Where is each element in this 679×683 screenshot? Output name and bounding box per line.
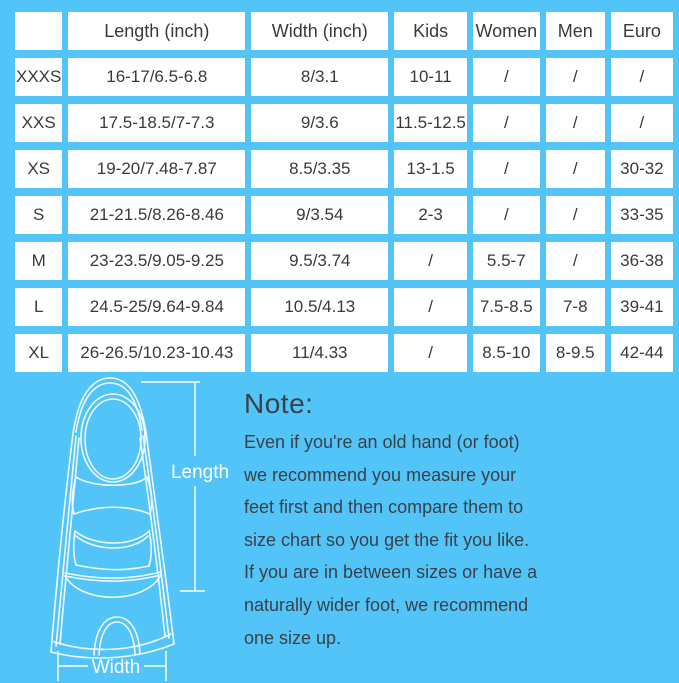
- width-cell: 9/3.6: [251, 104, 388, 142]
- note-line: one size up.: [244, 627, 342, 648]
- length-label: Length: [170, 462, 230, 483]
- width-cell: 10.5/4.13: [251, 288, 388, 326]
- size-cell: XXS: [15, 104, 62, 142]
- note-title: Note:: [244, 388, 314, 419]
- size-cell: M: [15, 242, 62, 280]
- length-cell: 24.5-25/9.64-9.84: [68, 288, 245, 326]
- length-cell: 23-23.5/9.05-9.25: [68, 242, 245, 280]
- size-cell: XS: [15, 150, 62, 188]
- width-cell: 8.5/3.35: [251, 150, 388, 188]
- table-row-xxs: [15, 104, 673, 142]
- width-cell: 9/3.54: [251, 196, 388, 234]
- note-line: naturally wider foot, we recommend: [244, 594, 529, 615]
- women-cell: /: [473, 196, 540, 234]
- women-cell: 7.5-8.5: [473, 288, 540, 326]
- euro-cell: 36-38: [611, 242, 673, 280]
- table-row-xs: [15, 150, 673, 188]
- note-line: size chart so you get the fit you like.: [244, 529, 530, 550]
- note-line: feet first and then compare them to: [244, 497, 524, 518]
- header-women: Women: [473, 12, 540, 50]
- size-cell: XL: [15, 334, 62, 372]
- kids-cell: 13-1.5: [394, 150, 467, 188]
- euro-cell: /: [611, 58, 673, 96]
- header-euro: Euro: [611, 12, 673, 50]
- table-row-xxxs: [15, 58, 673, 96]
- women-cell: 8.5-10: [473, 334, 540, 372]
- women-cell: 5.5-7: [473, 242, 540, 280]
- women-cell: /: [473, 104, 540, 142]
- length-cell: 16-17/6.5-6.8: [68, 58, 245, 96]
- women-cell: /: [473, 58, 540, 96]
- length-cell: 19-20/7.48-7.87: [68, 150, 245, 188]
- width-label: Width: [91, 657, 141, 678]
- fin-measurement-diagram: [28, 374, 238, 683]
- men-cell: /: [546, 242, 605, 280]
- note-line: we recommend you measure your: [244, 464, 517, 485]
- kids-cell: /: [394, 242, 467, 280]
- table-row-l: [15, 288, 673, 326]
- size-chart-page: [0, 4, 679, 683]
- euro-cell: 30-32: [611, 150, 673, 188]
- header-kids: Kids: [394, 12, 467, 50]
- table-row-xl: [15, 334, 673, 372]
- kids-cell: /: [394, 334, 467, 372]
- kids-cell: 2-3: [394, 196, 467, 234]
- men-cell: /: [546, 58, 605, 96]
- size-chart-table: [9, 4, 679, 380]
- header-blank: [15, 12, 62, 50]
- note-line: Even if you're an old hand (or foot): [244, 432, 520, 452]
- width-cell: 9.5/3.74: [251, 242, 388, 280]
- euro-cell: 39-41: [611, 288, 673, 326]
- table-row-m: [15, 242, 673, 280]
- note-line: If you are in between sizes or have a: [244, 562, 538, 583]
- sizing-note: [244, 388, 664, 654]
- header-width: Width (inch): [251, 12, 388, 50]
- men-cell: 8-9.5: [546, 334, 605, 372]
- kids-cell: 10-11: [394, 58, 467, 96]
- euro-cell: /: [611, 104, 673, 142]
- header-length: Length (inch): [68, 12, 245, 50]
- kids-cell: 11.5-12.5: [394, 104, 467, 142]
- euro-cell: 42-44: [611, 334, 673, 372]
- length-cell: 17.5-18.5/7-7.3: [68, 104, 245, 142]
- length-cell: 26-26.5/10.23-10.43: [68, 334, 245, 372]
- women-cell: /: [473, 150, 540, 188]
- men-cell: /: [546, 150, 605, 188]
- men-cell: 7-8: [546, 288, 605, 326]
- swim-fin-illustration: [28, 374, 238, 683]
- width-cell: 8/3.1: [251, 58, 388, 96]
- size-cell: L: [15, 288, 62, 326]
- size-cell: S: [15, 196, 62, 234]
- size-cell: XXXS: [15, 58, 62, 96]
- table-row-s: [15, 196, 673, 234]
- header-row: [15, 12, 673, 50]
- length-cell: 21-21.5/8.26-8.46: [68, 196, 245, 234]
- kids-cell: /: [394, 288, 467, 326]
- width-cell: 11/4.33: [251, 334, 388, 372]
- men-cell: /: [546, 196, 605, 234]
- euro-cell: 33-35: [611, 196, 673, 234]
- header-men: Men: [546, 12, 605, 50]
- men-cell: /: [546, 104, 605, 142]
